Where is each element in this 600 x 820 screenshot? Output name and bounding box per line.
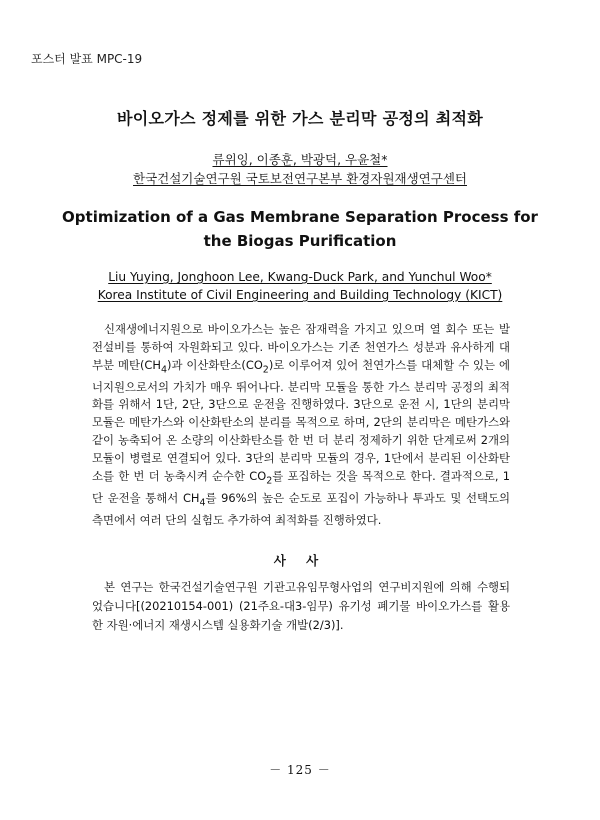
author-names-korean: 류위잉, 이종훈, 박광덕, 우윤철*	[212, 152, 388, 167]
title-english-line-1: Optimization of a Gas Membrane Separation Process for	[62, 208, 538, 226]
title-english-line-2: the Biogas Purification	[203, 232, 397, 250]
co2-formula: $CO_2$	[249, 468, 273, 486]
co2-formula: $CO_2$	[245, 357, 269, 375]
author-names-english: Liu Yuying, Jonghoon Lee, Kwang-Duck Park, and Yunchul Woo*	[108, 270, 492, 284]
paper-title-english	[60, 205, 540, 253]
authors-english	[0, 268, 600, 304]
acknowledgement-paragraph	[92, 578, 510, 635]
section-label: 포스터 발표 MPC-19	[31, 52, 143, 66]
affiliation-korean: 한국건설기술연구원 국토보전연구본부 환경자원재생연구센터	[133, 171, 467, 186]
ch4-formula: $CH_4$	[144, 357, 167, 375]
abstract-text-1: 신재생에너지원으로 바이오가스는 높은 잠재력을 가지고 있으며 열 회수 또는 발전설비를 통하여 자원화되고 있다. 바이오가스는 기존 천연가스 성분과 유사하게 대부분 메탄(	[92, 322, 510, 372]
abstract-text-2: )과 이산화탄소(	[167, 357, 246, 372]
page-number: － 125 －	[269, 763, 331, 777]
acknowledgement-heading: 사 사	[273, 553, 327, 568]
authors-korean	[0, 150, 600, 188]
abstract-paragraph	[92, 321, 510, 530]
paper-title-korean: 바이오가스 정제를 위한 가스 분리막 공정의 최적화	[116, 109, 484, 128]
abstract-text-3: )로 이루어져 있어 천연가스를 대체할 수 있는 에너지원으로서의 가치가 매우 뛰어나다. 분리막 모듈을 통한 가스 분리막 공정의 최적화를 위해서 1단, 2단, 3단으로 운전을 진행하였다. 3단으로 운전 시, 1단의 분리막 모듈은 메탄가스와 이산화탄소의 분리를 목적으로 하며, 2단의 분리막은 메탄가스와 같이 농축되어 온 소량의 이산화탄소를 한 번 더 분리 정제하기 위한 단계로써 2개의 모듈이 병렬로 연결되어 있다. 3단의 분리막 모듈의 경우, 1단에서 분리된 이산화탄소를 한 번 더 농축시켜 순수한	[92, 357, 510, 483]
abstract-text-4: 를 포집하는 것을 목적으로 한다. 결과적으로, 1단 운전을 통해서	[92, 468, 511, 505]
affiliation-english: Korea Institute of Civil Engineering and Building Technology (KICT)	[97, 288, 503, 302]
acknowledgement-text: 본 연구는 한국건설기술연구원 기관고유임무형사업의 연구비지원에 의해 수행되었습니다[(20210154-001) (21주요-대3-임무) 유기성 폐기물 바이오가스를 활용한 자원·에너지 재생시스템 실용화기술 개발(2/3)].	[92, 580, 510, 632]
ch4-formula: $CH_4$	[182, 490, 206, 509]
abstract-text-5: 를 96%의 높은 순도로 포집이 가능하나 투과도 및 선택도의 측면에서 여러 단의 실험도 추가하여 최적화를 진행하였다.	[92, 490, 510, 527]
